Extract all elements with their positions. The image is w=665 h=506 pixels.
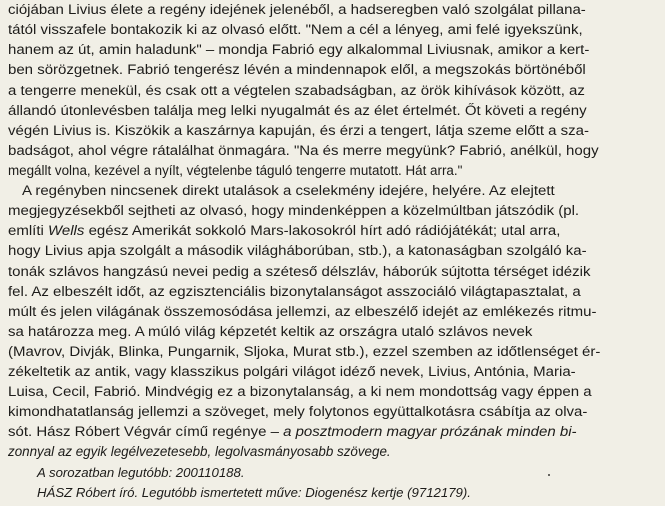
line-text: tonák szlávos hangzású nevei pedig a széteső délszláv, háborúk sújtotta térséget idézik bbox=[8, 264, 591, 279]
article-line bbox=[8, 221, 560, 241]
article-line bbox=[8, 402, 587, 422]
line-text: Luisa, Cecil, Fabrió. Mindvégig ez a bizonytalanság, a ki nem mondottság vagy éppen a bbox=[8, 384, 592, 399]
article-line bbox=[8, 442, 391, 462]
line-text: zékeltetik az antik, vagy klasszikus polgári világot idéző nevek, Livius, Antónia, Maria- bbox=[8, 364, 576, 379]
line-text: A regényben nincsenek direkt utalások a cselekmény idejére, helyére. Az elejtett bbox=[22, 183, 555, 198]
article-line bbox=[8, 282, 581, 302]
article-line bbox=[8, 20, 583, 40]
line-text: sa határozza meg. A múló világ képzetét keltik az országra utaló szlávos nevek bbox=[8, 324, 533, 339]
article-line bbox=[8, 40, 589, 60]
italic-text: Wells bbox=[48, 223, 85, 238]
article-line bbox=[8, 0, 586, 20]
article-line bbox=[8, 322, 532, 342]
article-line bbox=[8, 201, 579, 221]
line-text: (Mavrov, Divják, Blinka, Pungarnik, Sljoka, Murat stb.), ezzel szemben az időtlenséget ér- bbox=[8, 344, 601, 359]
series-note: A sorozatban legutóbb: 200110188. bbox=[37, 465, 245, 480]
line-text: hogy Livius apja szolgált a második világháborúban, stb.), a katonaságban szolgáló ka- bbox=[8, 243, 587, 258]
italic-text: zonnyal az egyik legélvezetesebb, legolvasmányosabb szövege. bbox=[8, 444, 391, 459]
line-text: végén Livius is. Kiszökik a kaszárnya kapuján, és érzi a tengert, látja szeme előtt a sza- bbox=[8, 123, 590, 138]
article-line bbox=[8, 241, 587, 261]
line-text: megállt volna, kezével a nyílt, végtelenbe táguló tengerre mutatott. Hát arra." bbox=[8, 163, 463, 178]
article-line bbox=[8, 161, 462, 181]
article-line bbox=[8, 81, 585, 101]
article-line bbox=[8, 121, 589, 141]
article-line bbox=[8, 342, 600, 362]
article-line bbox=[8, 141, 599, 161]
article-line bbox=[8, 422, 577, 442]
article-line bbox=[8, 382, 592, 402]
line-text: állandó útonlevésben találja meg lelki nyugalmát és az élet értelmét. Őt követi a regény bbox=[8, 103, 587, 118]
line-text: badságot, ahol végre rátalálhat önmagára. "Na és merre megyünk? Fabrió, anélkül, hogy bbox=[8, 143, 599, 158]
article-line bbox=[8, 302, 597, 322]
line-text: fel. Az elbeszélt időt, az egzisztenciális bizonytalanságot asszociáló világtapasztalat, a bbox=[8, 284, 581, 299]
line-text: a tengerre menekül, és csak ott a végtelen szabadságban, az örök kihívások között, az bbox=[8, 83, 585, 98]
article-line bbox=[8, 101, 587, 121]
line-text: múlt és jelen világának összemosódása jellemzi, az elbeszélő idejét az emlékezés ritmu- bbox=[8, 304, 597, 319]
line-text: tától visszafele bontakozik ki az olvasó előtt. "Nem a cél a lényeg, ami felé igyekszünk, bbox=[8, 22, 583, 37]
line-text: említi bbox=[8, 223, 49, 238]
italic-text: a posztmodern magyar prózának minden bi- bbox=[283, 424, 577, 439]
article-line bbox=[8, 362, 576, 382]
article-line bbox=[8, 262, 590, 282]
print-speck bbox=[548, 474, 550, 476]
author-note: HÁSZ Róbert író. Legutóbb ismertetett műve: Diogenész kertje (9712179). bbox=[37, 485, 471, 500]
line-text: egész Amerikát sokkoló Mars-lakosokról hírt adó rádiójátékát; utal arra, bbox=[84, 223, 561, 238]
line-text: ben sörözgetnek. Fabrió tengerész lévén a mindennapok elől, a megszokás börtönéből bbox=[8, 62, 586, 77]
article-line bbox=[22, 181, 555, 201]
line-text: kimondhatatlanság jellemzi a szöveget, mely folytonos együttalkotásra csábítja az olva- bbox=[8, 404, 588, 419]
article-line bbox=[8, 60, 586, 80]
line-text: sót. Hász Róbert Végvár című regénye – bbox=[8, 424, 284, 439]
line-text: megjegyzésekből sejtheti az olvasó, hogy mindenképpen a közelmúltban játszódik (pl. bbox=[8, 203, 580, 218]
line-text: hanem az út, amin haladunk" – mondja Fabrió egy alkalommal Liviusnak, amikor a kert- bbox=[8, 42, 590, 57]
line-text: ciójában Livius élete a regény idejének jelenéből, a hadseregben való szolgálat pillana- bbox=[8, 2, 586, 17]
